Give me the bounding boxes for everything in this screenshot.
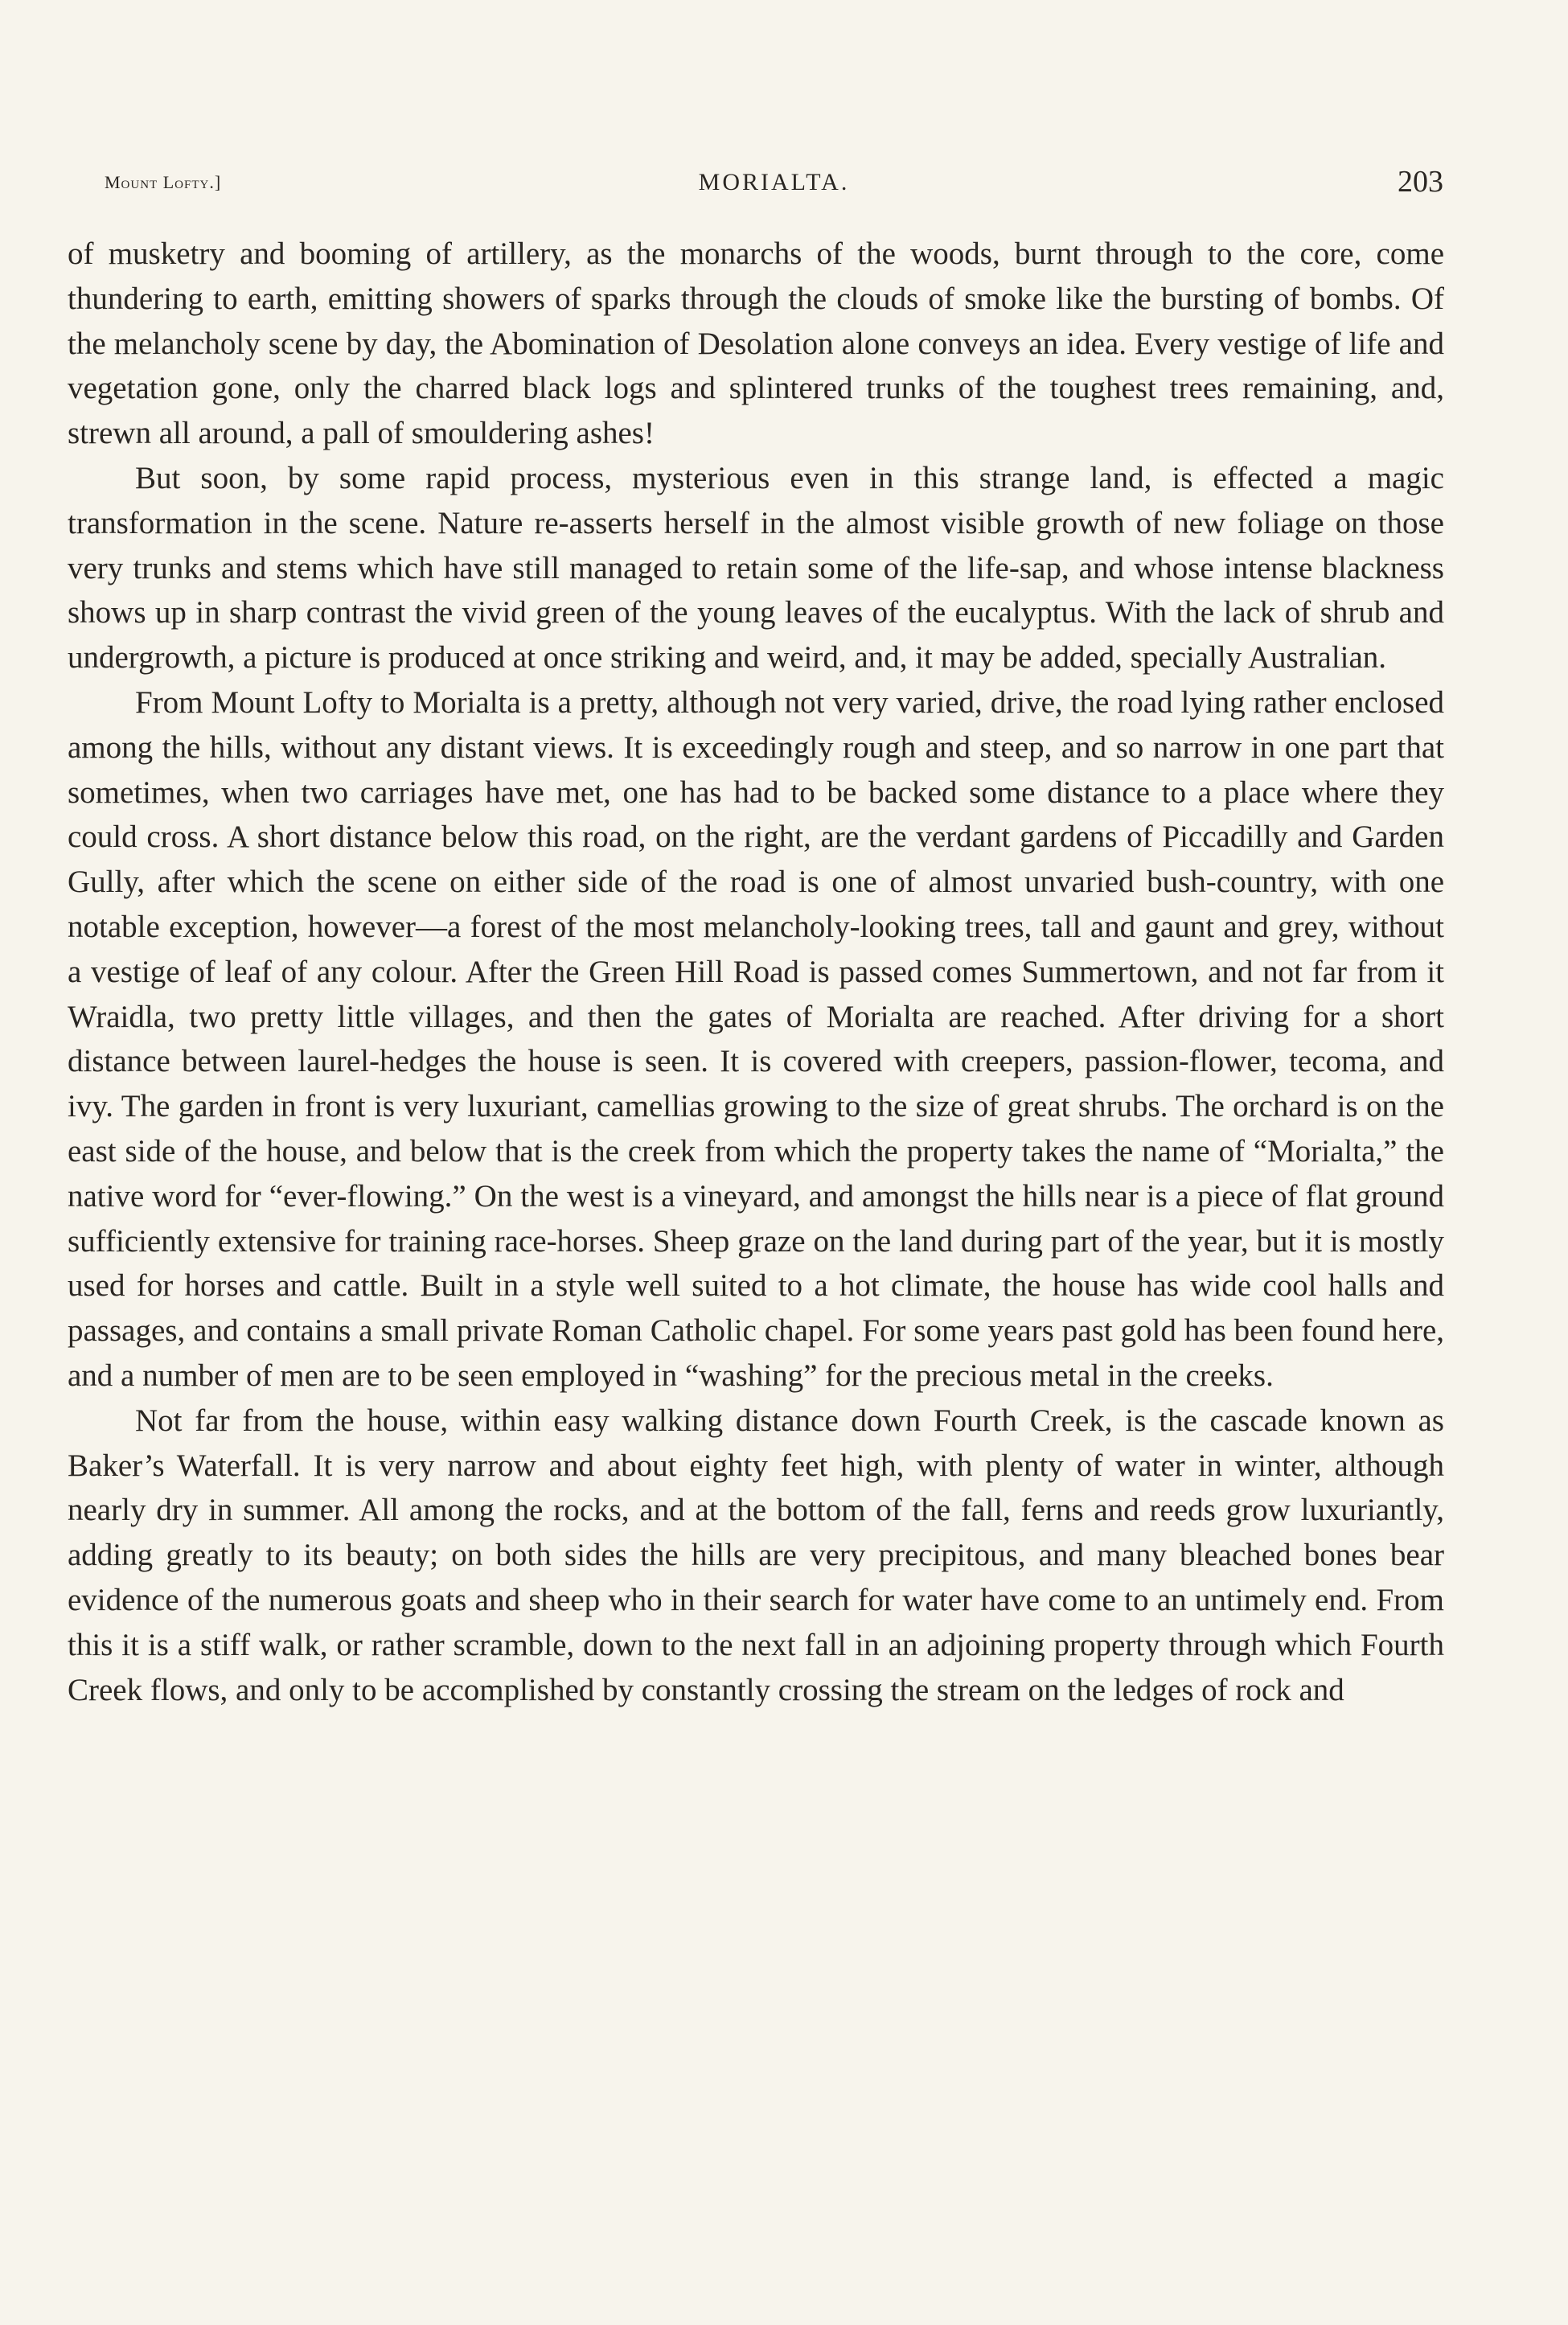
paragraph-4: Not far from the house, within easy walking distance down Fourth Creek, is the cascade known as Baker’s Waterfall. It is very narrow and about eighty feet high, with plenty of water in winter, although nearly dry in summer. All among the rocks, and at the bottom of the fall, ferns and reeds grow luxuriantly, adding greatly to its beauty; on both sides the hills are very precipitous, and many bleached bones bear evidence of the numerous goats and sheep who in their search for water have come to an untimely end. From this it is a stiff walk, or rather scramble, down to the next fall in an adjoining property through which Fourth Creek flows, and only to be accomplished by constantly crossing the stream on the ledges of rock and <box>68 1403 1444 1707</box>
body-text <box>68 232 1444 1712</box>
page-number: 203 <box>1398 165 1443 199</box>
running-head <box>105 164 1443 212</box>
paragraph-3: From Mount Lofty to Morialta is a pretty, although not very varied, drive, the road lying rather enclosed among the hills, without any distant views. It is exceedingly rough and steep, and so narrow in one part that sometimes, when two carriages have met, one has had to be backed some distance to a place where they could cross. A short distance below this road, on the right, are the verdant gardens of Piccadilly and Garden Gully, after which the scene on either side of the road is one of almost unvaried bush-country, with one notable exception, however—a forest of the most melancholy-looking trees, tall and gaunt and grey, without a vestige of leaf of any colour. After the Green Hill Road is passed comes Summertown, and not far from it Wraidla, two pretty little villages, and then the gates of Morialta are reached. After driving for a short distance between laurel-hedges the house is seen. It is covered with creepers, passion-flower, tecoma, and ivy. The garden in front is very luxuriant, camellias growing to the size of great shrubs. The orchard is on the east side of the house, and below that is the creek from which the property takes the name of “Morialta,” the native word for “ever-flowing.” On the west is a vineyard, and amongst the hills near is a piece of flat ground sufficiently extensive for training race-horses. Sheep graze on the land during part of the year, but it is mostly used for horses and cattle. Built in a style well suited to a hot climate, the house has wide cool halls and passages, and contains a small private Roman Catholic chapel. For some years past gold has been found here, and a number of men are to be seen employed in “washing” for the precious metal in the creeks. <box>68 684 1444 1393</box>
section-reference: Mount Lofty.] <box>105 172 222 192</box>
paragraph-2: But soon, by some rapid process, mysterious even in this strange land, is effected a magic transformation in the scene. Nature re-asserts herself in the almost visible growth of new foliage on those very trunks and stems which have still managed to retain some of the life-sap, and whose intense blackness shows up in sharp contrast the vivid green of the young leaves of the eucalyptus. With the lack of shrub and undergrowth, a picture is produced at once striking and weird, and, it may be added, specially Australian. <box>68 460 1444 676</box>
paragraph-1: of musketry and booming of artillery, as the monarchs of the woods, burnt through to the core, come thundering to earth, emitting showers of sparks through the clouds of smoke like the bursting of bombs. Of the melancholy scene by day, the Abomination of Desolation alone conveys an idea. Every vestige of life and vegetation gone, only the charred black logs and splintered trunks of the toughest trees remaining, and, strewn all around, a pall of smouldering ashes! <box>68 236 1444 451</box>
page-title: MORIALTA. <box>698 169 850 195</box>
